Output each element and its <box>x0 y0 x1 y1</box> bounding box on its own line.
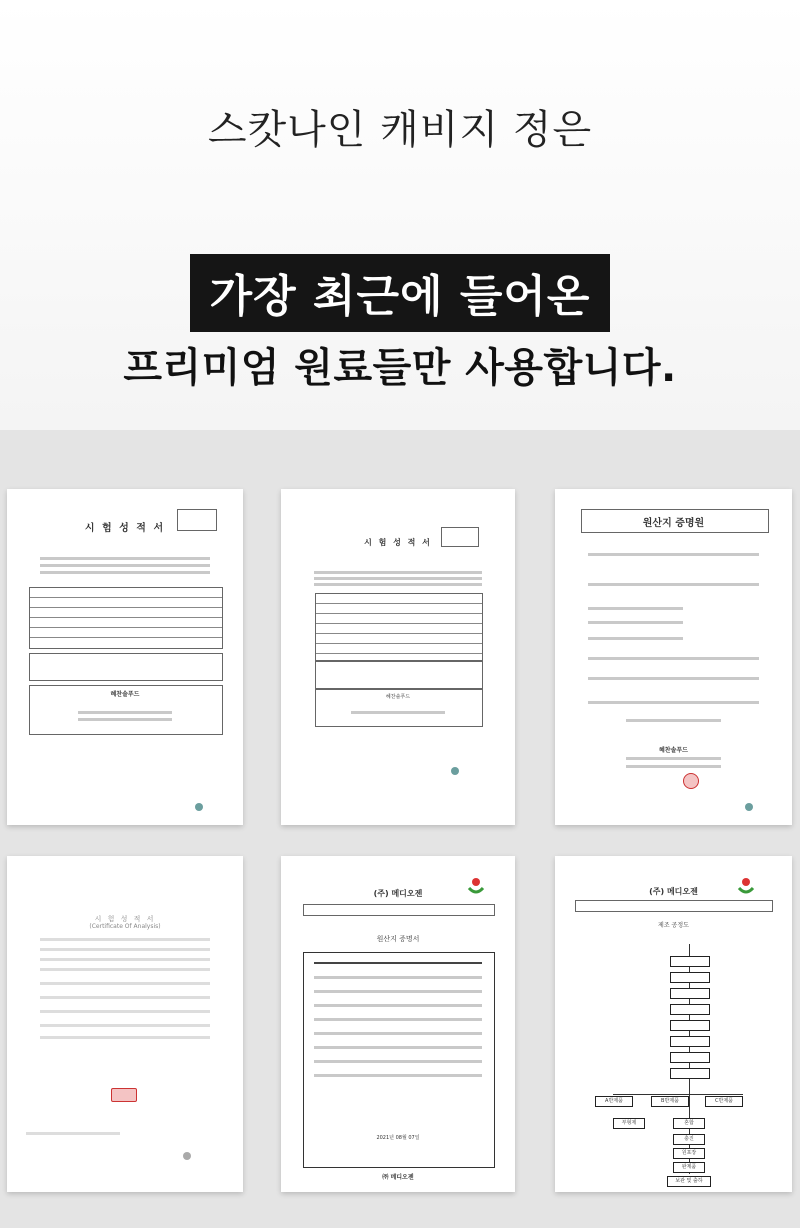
company-logo-icon <box>745 803 753 811</box>
doc-brand: (주) 메디오젠 <box>649 887 698 896</box>
company-logo-icon <box>195 803 203 811</box>
doc-title: 제조 공정도 <box>658 922 689 929</box>
document-certificate-of-analysis <box>7 856 243 1192</box>
doc-company: 혜찬솔푸드 <box>110 691 140 698</box>
company-logo-icon <box>451 767 459 775</box>
process-step <box>670 1036 710 1047</box>
step-packaging: 원포장 <box>673 1148 705 1159</box>
doc-title: 시 험 성 적 서 <box>94 915 156 923</box>
document-origin-certificate-mediogen <box>281 856 515 1192</box>
doc-brand: (주) 메디오젠 <box>373 889 423 898</box>
notes-table <box>29 653 223 681</box>
doc-footer: ㈜ 메디오젠 <box>382 1174 414 1181</box>
process-step <box>670 1052 710 1063</box>
step-excipient: 부형제 <box>613 1118 645 1129</box>
company-box <box>315 689 483 727</box>
step-mixing: 혼합 <box>673 1118 705 1129</box>
result-table <box>29 587 223 649</box>
doc-title: 시 험 성 적 서 <box>364 538 432 547</box>
process-step <box>670 1068 710 1079</box>
process-step <box>670 972 710 983</box>
notes-table <box>315 661 483 689</box>
mediogen-logo-icon <box>735 876 757 898</box>
document-test-report-1 <box>7 489 243 825</box>
doc-company: 혜찬솔푸드 <box>385 694 411 700</box>
headline-highlight: 가장 최근에 들어온 <box>190 254 611 332</box>
document-test-report-2 <box>281 489 515 825</box>
step-c-product: C반제품 <box>705 1096 743 1107</box>
step-filling: 충진 <box>673 1134 705 1145</box>
headline-highlight-wrap <box>0 254 800 332</box>
doc-title: 시 험 성 적 서 <box>84 523 166 534</box>
step-a-product: A반제품 <box>595 1096 633 1107</box>
headline-premium: 프리미엄 원료들만 사용합니다. <box>123 345 677 391</box>
document-process-flow <box>555 856 792 1192</box>
doc-date: 2021년 08월 07일 <box>376 1135 420 1141</box>
headline-product: 스캇나인 캐비지 정은 <box>207 107 593 153</box>
approval-box <box>177 509 217 531</box>
process-step <box>670 956 710 967</box>
step-storage-shipping: 보관 및 출하 <box>667 1176 711 1187</box>
address-bar <box>575 900 773 912</box>
doc-title: 원산지 증명원 <box>642 518 705 529</box>
seal-stamp-icon <box>683 773 699 789</box>
address-bar <box>303 904 495 916</box>
seal-stamp-icon <box>111 1088 137 1102</box>
company-box <box>29 685 223 735</box>
result-table <box>315 593 483 661</box>
document-origin-certificate <box>555 489 792 825</box>
step-b-product: B반제품 <box>651 1096 689 1107</box>
process-step <box>670 1020 710 1031</box>
doc-subtitle: (Certificate Of Analysis) <box>89 923 161 930</box>
document-grid <box>0 430 800 1228</box>
step-finished: 완제품 <box>673 1162 705 1173</box>
certification-mark-icon <box>183 1152 191 1160</box>
mediogen-logo-icon <box>465 876 487 898</box>
header-section <box>0 0 800 430</box>
doc-company: 혜찬솔푸드 <box>659 747 688 754</box>
process-step <box>670 1004 710 1015</box>
doc-title: 원산지 증명서 <box>376 935 420 943</box>
process-step <box>670 988 710 999</box>
approval-box <box>441 527 479 547</box>
